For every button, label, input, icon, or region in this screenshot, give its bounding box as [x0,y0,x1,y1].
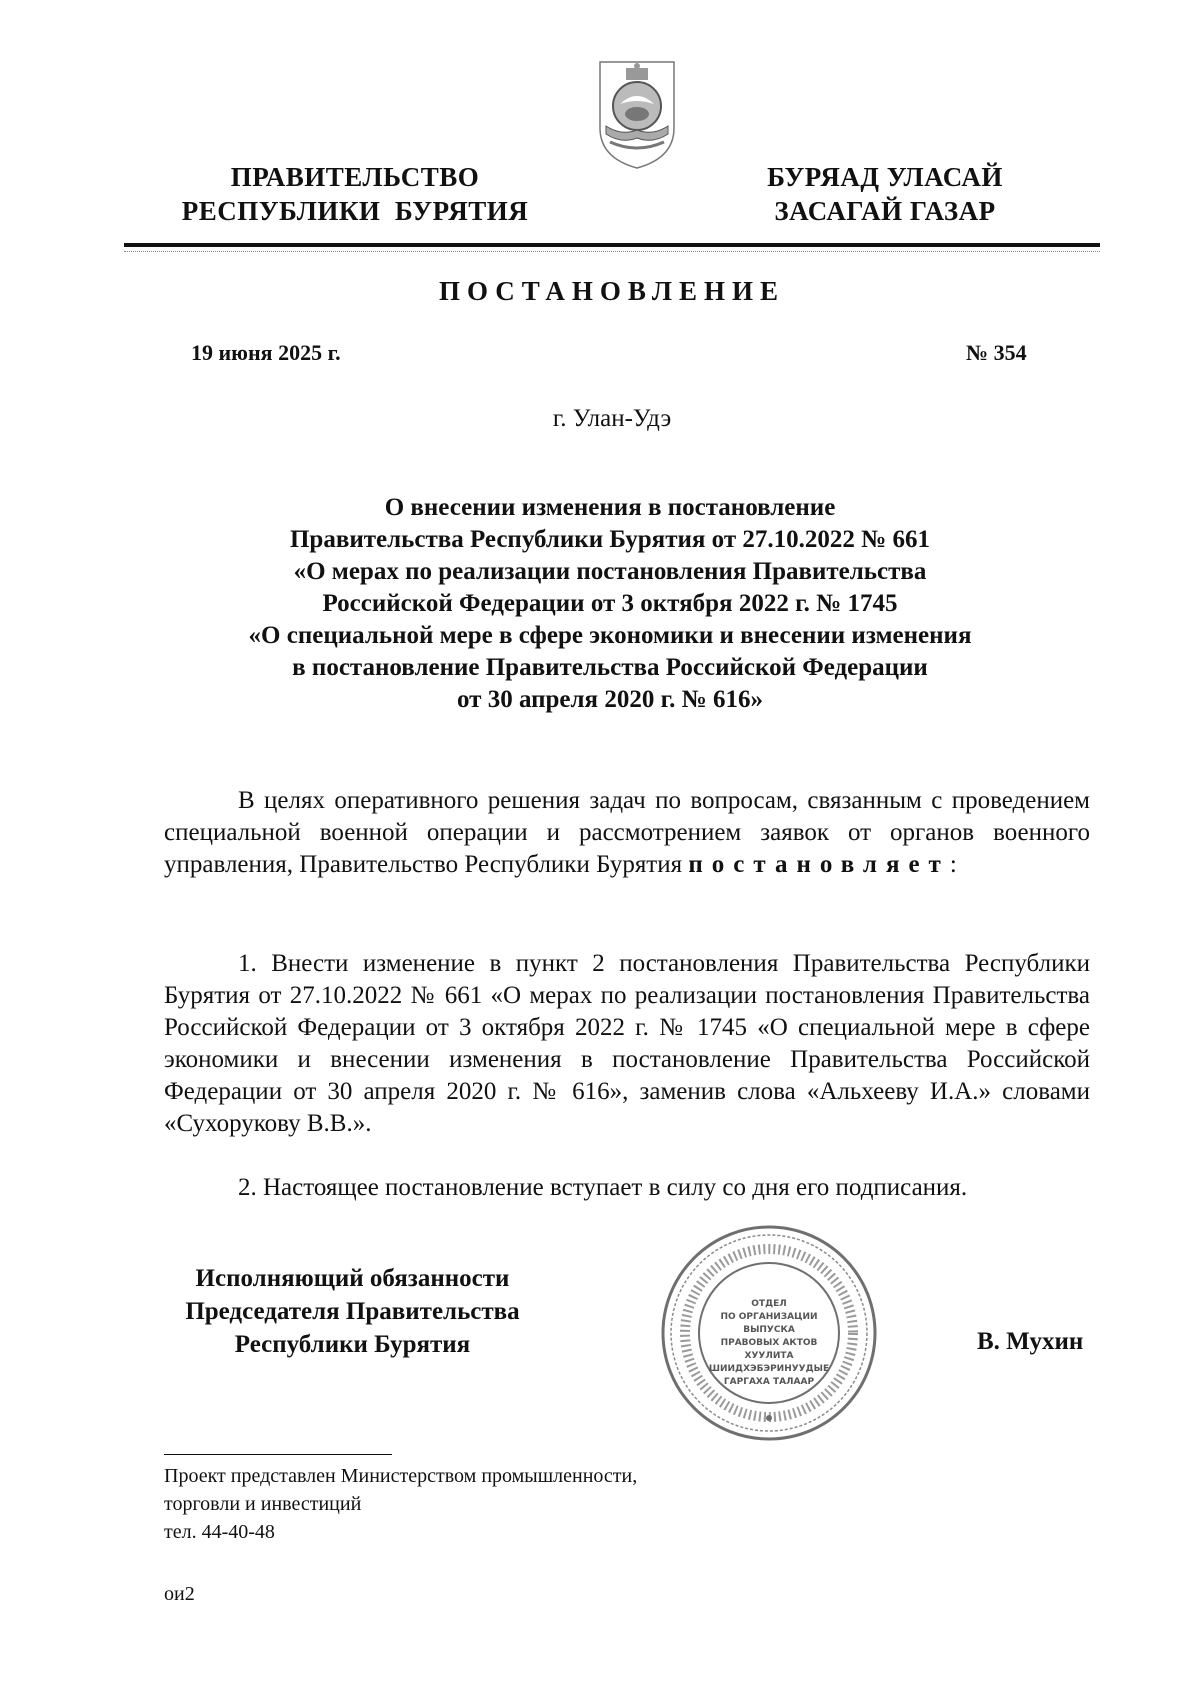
signatory-name: В. Мухин [977,1328,1084,1355]
signatory-title [155,1262,550,1361]
official-stamp-icon [658,1222,880,1444]
title-line: Правительства Республики Бурятия от 27.10.2022 № 661 [289,526,930,553]
item-2-paragraph: 2. Настоящее постановление вступает в силу со дня его подписания. [238,1174,968,1201]
item-1-paragraph: 1. Внести изменение в пункт 2 постановления Правительства Республики Бурятия от 27.10.2022 № 661 «О мерах по реализации постановления Правительства Российской Федерации от 3 октября 2022 г. № 1745 «О специальной мере в сфере экономики и внесении изменения в постановление Правительства Российской Федерации от 30 апреля 2020 г. № 616», заменив слова «Альхееву И.А.» словами «Сухорукову В.В.». [164,950,1090,1137]
footnote-divider [164,1454,392,1455]
title-line: «О специальной мере в сфере экономики и внесении изменения [248,622,972,649]
decree-word: постановляет [688,851,950,878]
title-line: Российской Федерации от 3 октября 2022 г. № 1745 [322,590,898,617]
signatory-title-line1: Исполняющий обязанности [195,1265,510,1292]
signatory-title-line3: Республики Бурятия [234,1331,471,1358]
government-name-russian [150,160,560,228]
title-line: в постановление Правительства Российской Федерации [292,654,928,681]
svg-text:ГАРГАХА ТАЛААР: ГАРГАХА ТАЛААР [723,1377,815,1387]
svg-text:ПРАВОВЫХ АКТОВ: ПРАВОВЫХ АКТОВ [720,1338,818,1348]
svg-text:ВЫПУСКА: ВЫПУСКА [743,1325,795,1335]
government-name-line1: ПРАВИТЕЛЬСТВО [230,162,480,192]
footnote-line1: Проект представлен Министерством промышленности, [164,1465,638,1487]
footnote-phone: тел. 44-40-48 [164,1521,275,1543]
coat-of-arms-icon [596,58,678,172]
document-number: № 354 [966,340,1027,365]
document-type: ПОСТАНОВЛЕНИЕ [438,276,786,306]
title-line: от 30 апреля 2020 г. № 616» [457,686,763,713]
decree-colon: : [949,851,957,878]
svg-text:ШИИДХЭБЭРИНУУДЫЕ: ШИИДХЭБЭРИНУУДЫЕ [708,1364,830,1374]
preamble-paragraph [164,785,1090,881]
svg-text:ПО ОРГАНИЗАЦИИ: ПО ОРГАНИЗАЦИИ [720,1312,818,1322]
svg-text:ОТДЕЛ: ОТДЕЛ [751,1299,787,1309]
title-line: «О мерах по реализации постановления Правительства [293,558,927,585]
document-code: ои2 [164,1583,195,1605]
title-line: О внесении изменения в постановление [384,494,836,521]
preamble-text: В целях оперативного решения задач по вопросам, связанным с проведением специальной военной операции и рассмотрением заявок от органов военного управления, Правительство Республики Бурятия [164,787,1090,878]
government-name-buryat-line2: ЗАСАГАЙ ГАЗАР [774,196,996,226]
signatory-title-line2: Председателя Правительства [185,1298,520,1325]
header-divider-thin [124,251,1100,252]
government-name-buryat [740,160,1030,228]
document-city: г. Улан-Удэ [552,405,672,432]
document-title [190,492,1030,716]
government-name-buryat-line1: БУРЯАД УЛАСАЙ [767,162,1003,192]
header-divider [124,243,1100,247]
document-date: 19 июня 2025 г. [191,340,341,365]
footnote-line2: торговли и инвестиций [164,1493,362,1515]
government-name-line2: РЕСПУБЛИКИ БУРЯТИЯ [181,196,529,226]
footnote [164,1462,864,1546]
svg-text:ХУУЛИТА: ХУУЛИТА [744,1351,794,1361]
